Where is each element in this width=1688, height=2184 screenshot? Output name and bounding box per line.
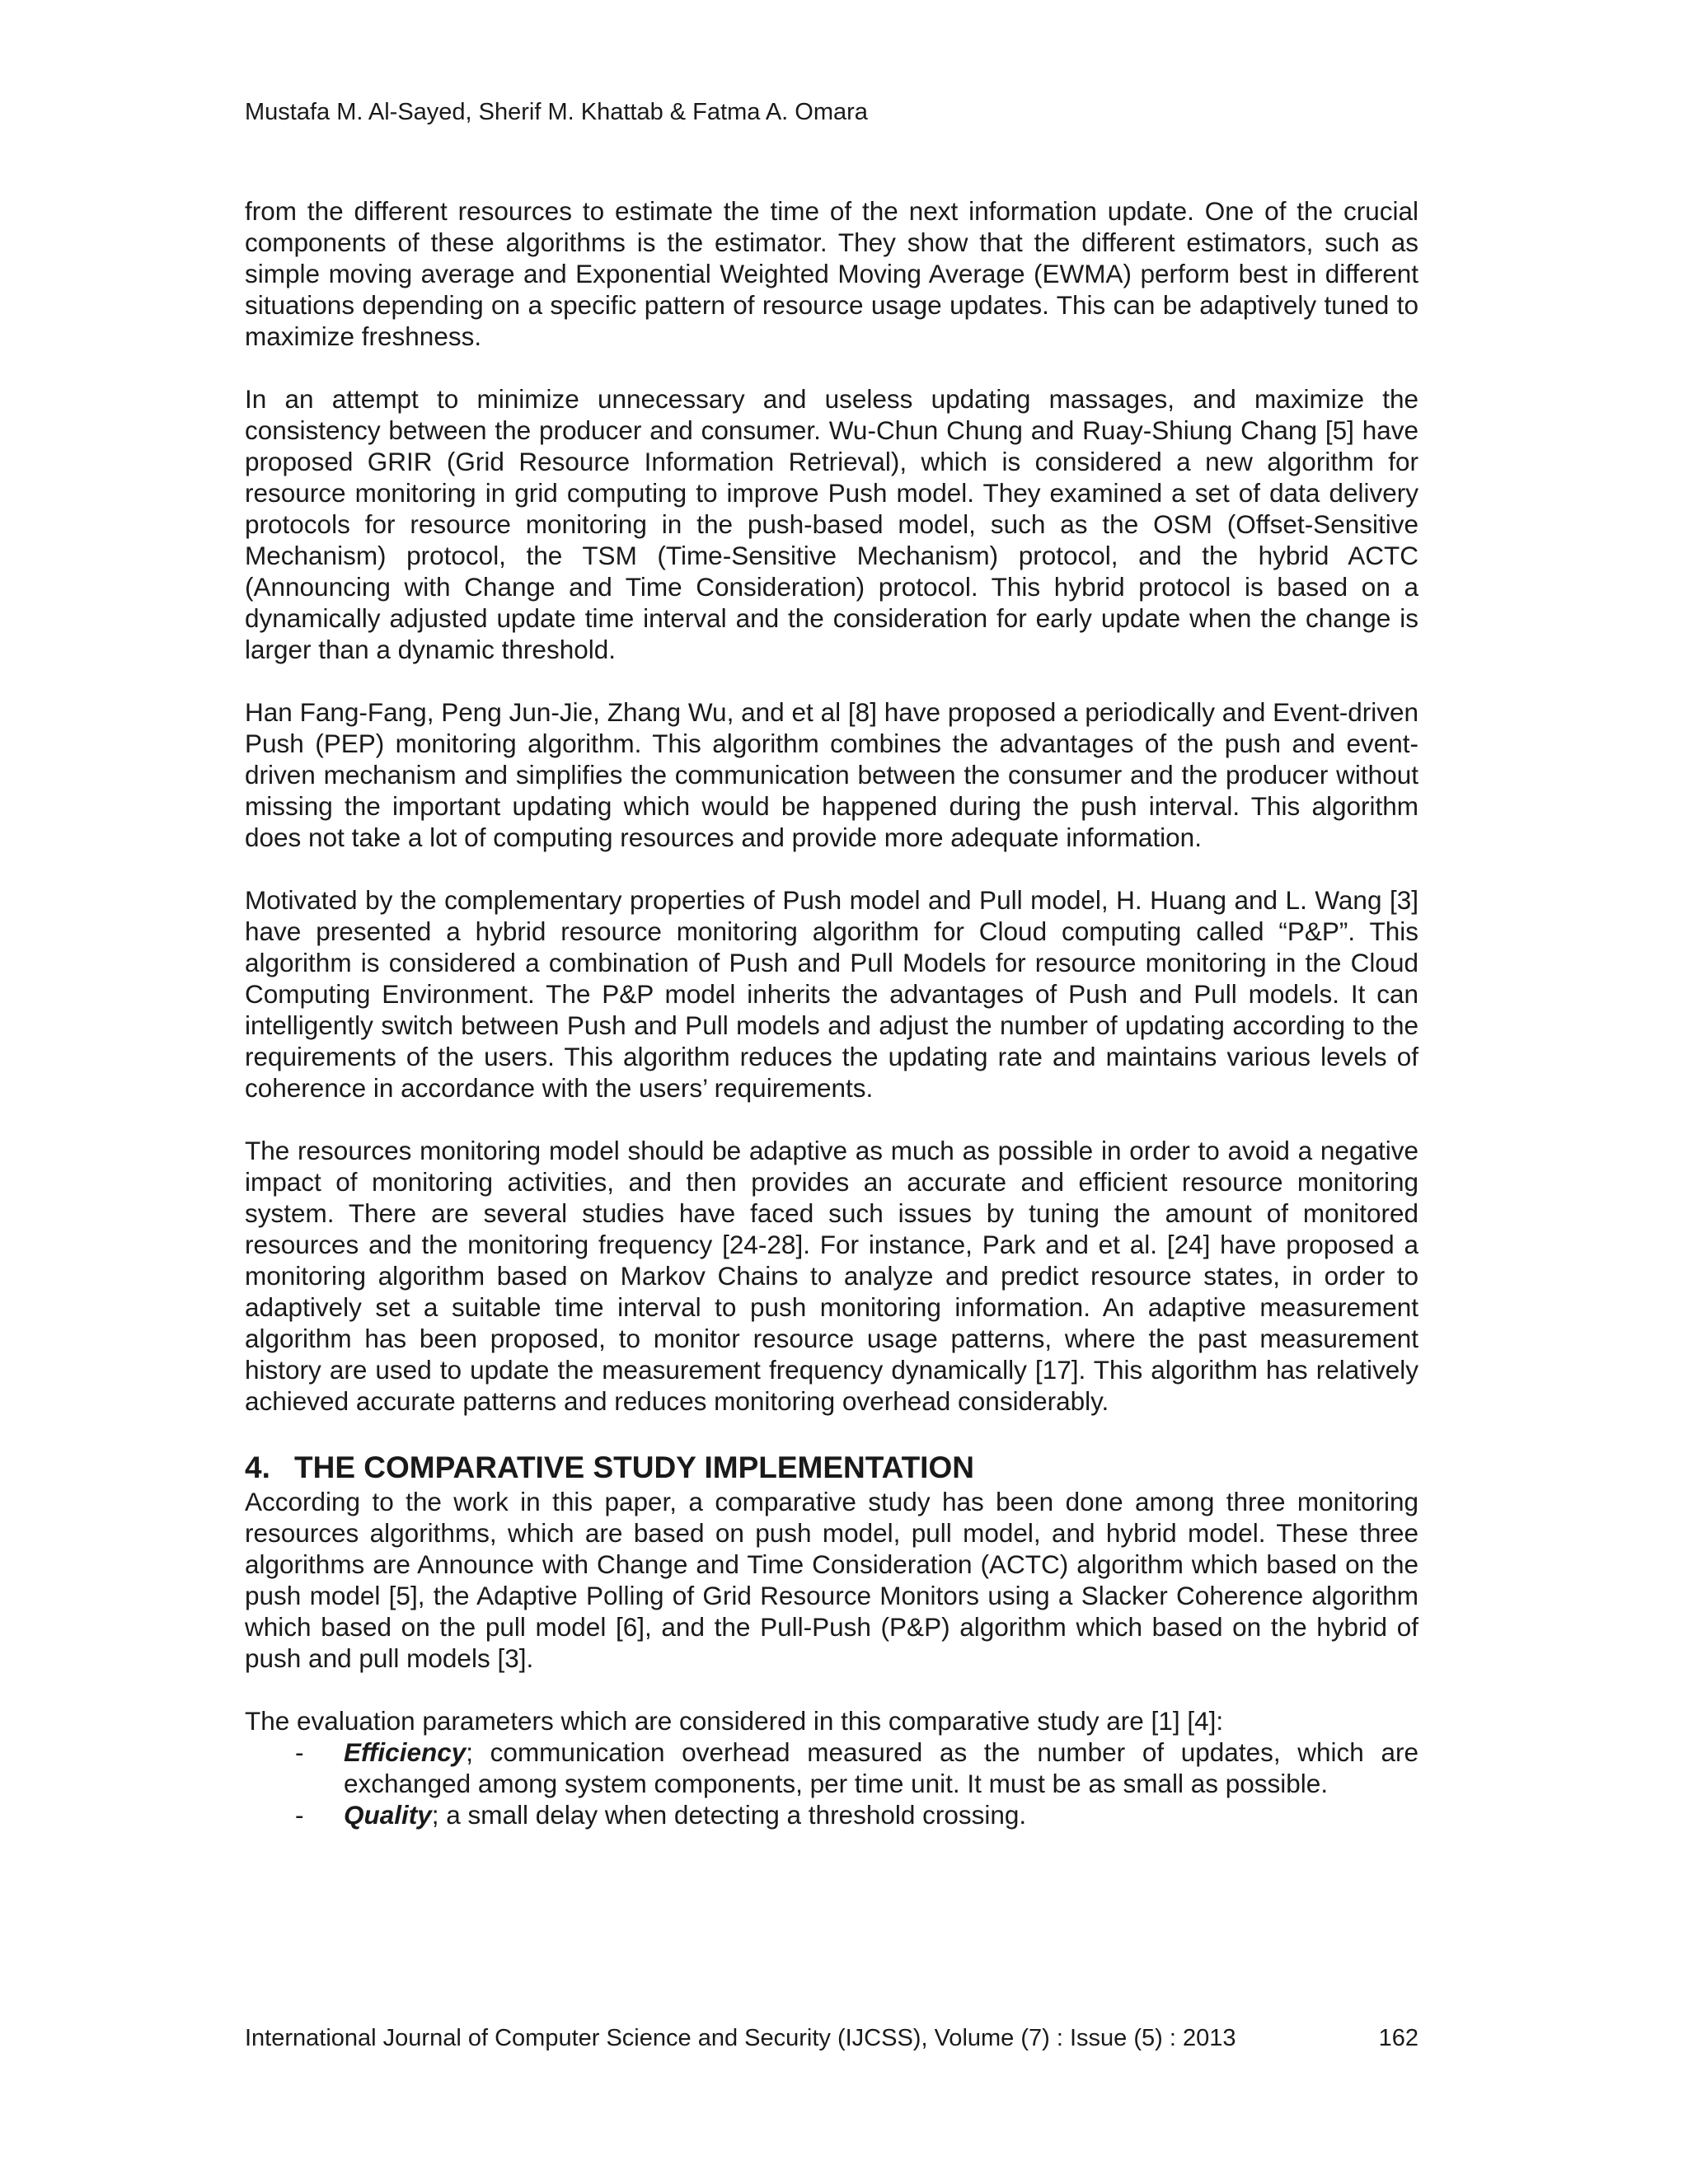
paragraph-section-intro: According to the work in this paper, a comparative study has been done among three monitoring resources algorithms, which are based on push model, pull model, and hybrid model. These three algorithms are Announce with Change and Time Consideration (ACTC) algorithm which based on the push model [5], the Adaptive Polling of Grid Resource Monitors using a Slacker Coherence algorithm which based on the pull model [6], and the Pull-Push (P&P) algorithm which based on the hybrid of push and pull models [3]. (245, 1487, 1418, 1673)
page-number: 162 (1378, 2025, 1418, 2051)
bullet-dash: - (295, 1800, 304, 1830)
section-heading (245, 1448, 1418, 1486)
running-head-authors: Mustafa M. Al-Sayed, Sherif M. Khattab & Fatma A. Omara (245, 99, 868, 125)
bullet-dash: - (295, 1737, 304, 1767)
paragraph-params-intro: The evaluation parameters which are considered in this comparative study are [1] [4]: (245, 1706, 1224, 1736)
paragraph-estimator: from the different resources to estimate the time of the next information update. One of the crucial components of these algorithms is the estimator. They show that the different estimators, such as simple moving average and Exponential Weighted Moving Average (EWMA) perform best in different situations depending on a specific pattern of resource usage updates. This can be adaptively tuned to maximize freshness. (245, 196, 1418, 351)
evaluation-parameter-list (245, 1736, 1418, 1830)
list-item-quality (245, 1799, 1418, 1830)
quality-description: ; a small delay when detecting a threshold crossing. (431, 1800, 1027, 1830)
efficiency-description: ; communication overhead measured as the number of updates, which are exchanged among system components, per time unit. It must be as small as possible. (344, 1737, 1418, 1798)
term-quality: Quality (344, 1800, 432, 1830)
section-title: THE COMPARATIVE STUDY IMPLEMENTATION (294, 1451, 974, 1484)
paragraph-pp-hybrid: Motivated by the complementary properties of Push model and Pull model, H. Huang and L. Wang [3] have presented a hybrid resource monitoring algorithm for Cloud computing called “P&P”. This algorithm is considered a combination of Push and Pull Models for resource monitoring in the Cloud Computing Environment. The P&P model inherits the advantages of Push and Pull models. It can intelligently switch between Push and Pull models and adjust the number of updating according to the requirements of the users. This algorithm reduces the updating rate and maintains various levels of coherence in accordance with the users’ requirements. (245, 885, 1418, 1103)
footer-journal-citation: International Journal of Computer Science and Security (IJCSS), Volume (7) : Issue (5) : 2013 (245, 2025, 1236, 2051)
paragraph-adaptive: The resources monitoring model should be adaptive as much as possible in order to avoid a negative impact of monitoring activities, and then provides an accurate and efficient resource monitoring system. There are several studies have faced such issues by tuning the amount of monitored resources and the monitoring frequency [24-28]. For instance, Park and et al. [24] have proposed a monitoring algorithm based on Markov Chains to analyze and predict resource states, in order to adaptively set a suitable time interval to push monitoring information. An adaptive measurement algorithm has been proposed, to monitor resource usage patterns, where the past measurement history are used to update the measurement frequency dynamically [17]. This algorithm has relatively achieved accurate patterns and reduces monitoring overhead considerably. (245, 1136, 1418, 1416)
body-content (245, 195, 1418, 1830)
paragraph-pep: Han Fang-Fang, Peng Jun-Jie, Zhang Wu, and et al [8] have proposed a periodically and Event-driven Push (PEP) monitoring algorithm. This algorithm combines the advantages of the push and event-driven mechanism and simplifies the communication between the consumer and the producer without missing the important updating which would be happened during the push interval. This algorithm does not take a lot of computing resources and provide more adequate information. (245, 697, 1418, 852)
list-item-efficiency (245, 1736, 1418, 1799)
paragraph-grir: In an attempt to minimize unnecessary and useless updating massages, and maximize the consistency between the producer and consumer. Wu-Chun Chung and Ruay-Shiung Chang [5] have proposed GRIR (Grid Resource Information Retrieval), which is considered a new algorithm for resource monitoring in grid computing to improve Push model. They examined a set of data delivery protocols for resource monitoring in the push-based model, such as the OSM (Offset-Sensitive Mechanism) protocol, the TSM (Time-Sensitive Mechanism) protocol, and the hybrid ACTC (Announcing with Change and Time Consideration) protocol. This hybrid protocol is based on a dynamically adjusted update time interval and the consideration for early update when the change is larger than a dynamic threshold. (245, 384, 1418, 664)
term-efficiency: Efficiency (344, 1737, 467, 1767)
section-number: 4. (245, 1451, 270, 1484)
